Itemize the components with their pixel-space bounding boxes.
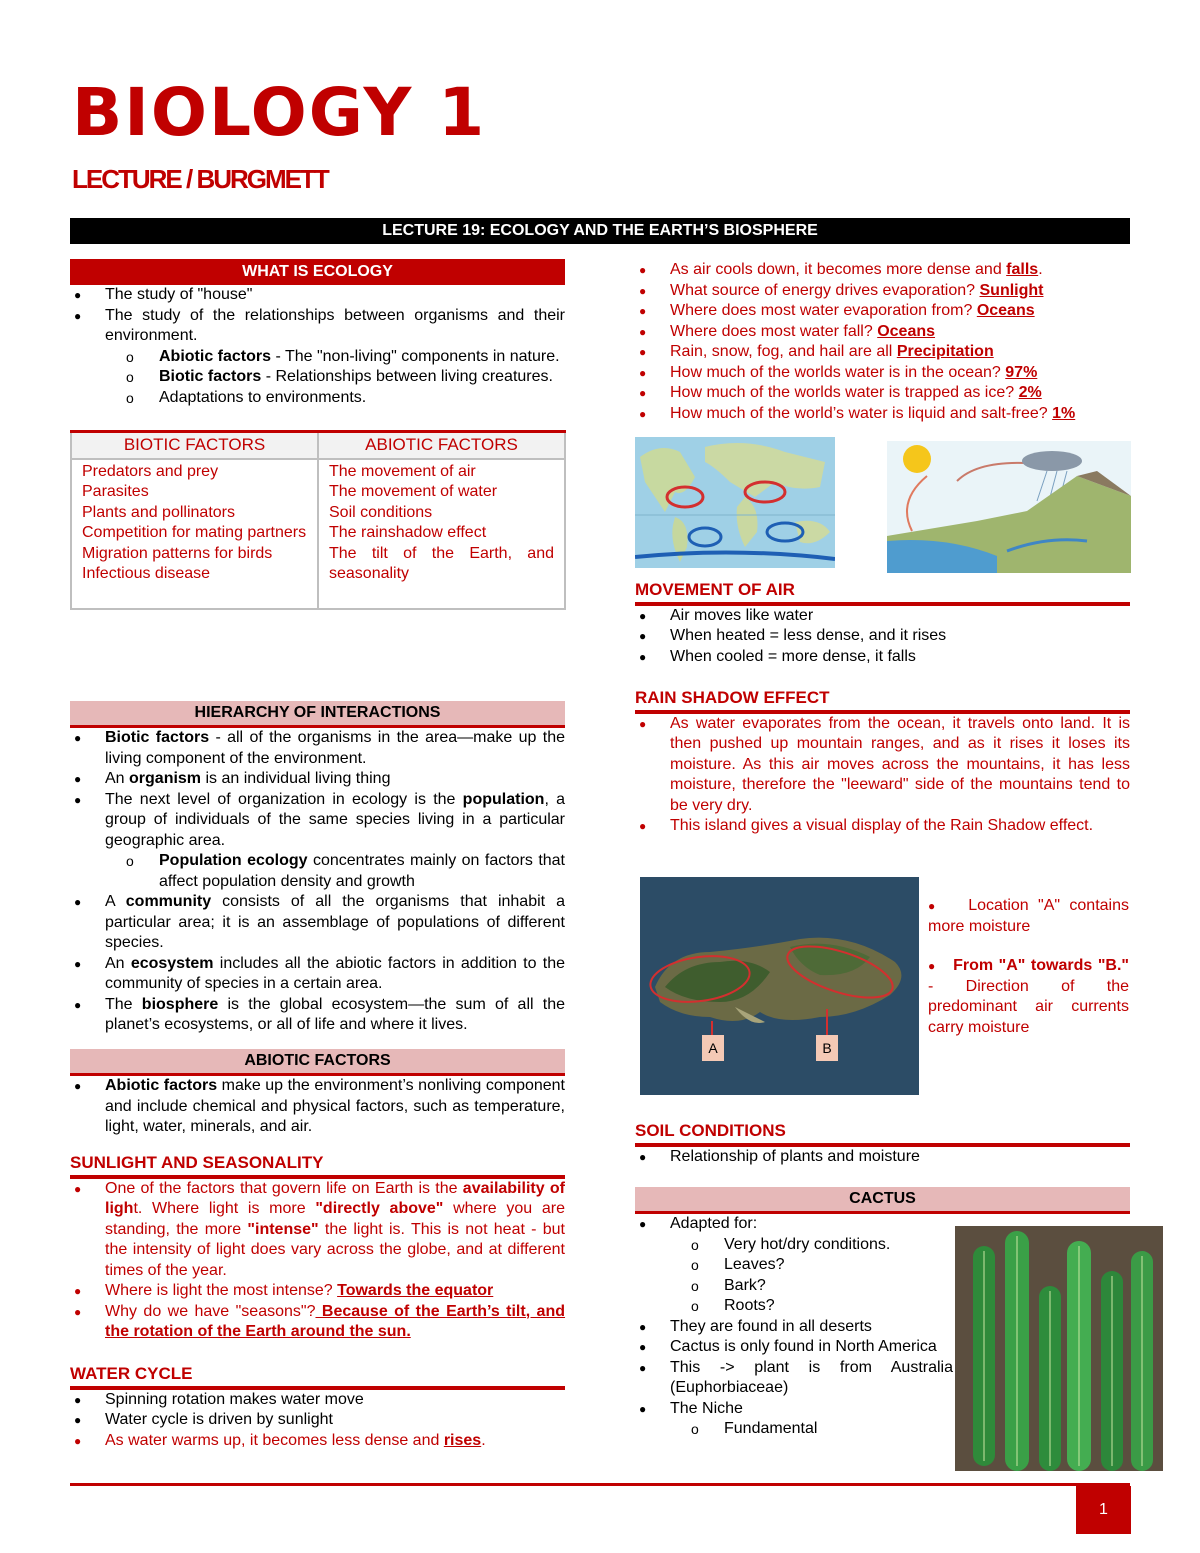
bullet-icon: ● — [74, 1079, 82, 1093]
bullet-icon: ● — [639, 365, 647, 380]
bullet-icon: ● — [639, 1217, 647, 1231]
hierarchy-section — [70, 701, 565, 1036]
bullet-icon: ● — [74, 956, 82, 971]
list-item: ● What source of energy drives evaporation? Sunlight — [635, 281, 1130, 302]
list-item: o Leaves? — [635, 1255, 953, 1276]
bullet-icon: ● — [74, 895, 82, 909]
list-item: ● This -> plant is from Australia (Euphorbiaceae) — [639, 1358, 953, 1396]
note-location-a: ● Location "A" contains more moisture — [928, 897, 1129, 935]
list-item: ● Biotic factors - all of the organisms in the area—make up the living component of the environment. — [74, 729, 565, 767]
bullet-icon: ● — [74, 308, 82, 323]
list-item: o Adaptations to environments. — [70, 388, 565, 409]
bullet-icon: ● — [639, 283, 647, 298]
bullet-icon: ● — [639, 324, 647, 339]
bullet-icon: ● — [639, 345, 647, 359]
sub-bullet-icon: o — [691, 1298, 699, 1314]
list-item: o Bark? — [635, 1276, 953, 1297]
list-item: ● Air moves like water — [635, 606, 1130, 627]
bullet-icon: ● — [928, 899, 941, 913]
bullet-icon: ● — [639, 304, 647, 318]
bullet-icon: ● — [639, 386, 647, 400]
abiotic-heading: ABIOTIC FACTORS — [70, 1049, 565, 1076]
bullet-icon: ● — [639, 1360, 647, 1375]
abiotic-section — [70, 1049, 565, 1138]
list-item: ● The biosphere is the global ecosystem—the sum of all the planet’s ecosystems, or all of life and where it lives. — [74, 995, 566, 1033]
island-satellite-image — [640, 877, 919, 1095]
bullet-icon: ● — [639, 629, 647, 643]
bullet-icon: ● — [74, 731, 82, 745]
water-cycle-image — [887, 441, 1131, 573]
biotic-header: BIOTIC FACTORS — [71, 432, 318, 459]
list-item: o Roots? — [635, 1296, 953, 1317]
list-item: ● They are found in all deserts — [635, 1317, 953, 1338]
bullet-icon: ● — [74, 1181, 82, 1196]
list-item: ● Where does most water fall? Oceans — [635, 322, 1130, 343]
bullet-icon: ● — [74, 1413, 82, 1427]
list-item: o Fundamental — [635, 1419, 953, 1440]
rain-shadow-section — [635, 688, 1130, 837]
what-is-ecology-heading: WHAT IS ECOLOGY — [70, 259, 565, 285]
abiotic-header: ABIOTIC FACTORS — [318, 432, 565, 459]
list-item: ● The Niche — [635, 1399, 953, 1420]
list-item: ● Rain, snow, fog, and hail are all Precipitation — [635, 342, 1130, 363]
document-title: BIOLOGY 1 — [72, 74, 487, 151]
bullet-icon: ● — [639, 1401, 647, 1416]
left-column — [70, 259, 565, 610]
list-item: ● Cactus is only found in North America — [635, 1337, 953, 1358]
rain-shadow-heading: RAIN SHADOW EFFECT — [635, 688, 1130, 714]
water-cycle-heading: WATER CYCLE — [70, 1364, 565, 1390]
bullet-icon: ● — [928, 959, 937, 973]
list-item: ● Why do we have "seasons"? Because of the Earth’s tilt, and the rotation of the Earth around the sun. — [74, 1302, 566, 1340]
water-questions — [635, 260, 1130, 424]
list-item: ● The study of the relationships between organisms and their environment. — [74, 306, 565, 344]
list-item: ● A community consists of all the organisms that inhabit a particular area; it is an assemblage of populations of different species. — [74, 893, 565, 951]
marker-a-label: A — [708, 1040, 718, 1056]
sub-bullet-icon: o — [126, 369, 134, 385]
bullet-icon: ● — [639, 1149, 647, 1164]
soil-heading: SOIL CONDITIONS — [635, 1121, 1130, 1147]
bullet-icon: ● — [639, 649, 647, 664]
list-item: ● Abiotic factors make up the environment’s nonliving component and include chemical and physical factors, such as temperature, light, water, minerals, and air. — [74, 1077, 566, 1135]
bullet-icon: ● — [74, 1433, 82, 1448]
bullet-icon: ● — [639, 1340, 647, 1354]
list-item: ● Relationship of plants and moisture — [635, 1147, 1130, 1168]
bullet-icon: ● — [74, 772, 82, 786]
bullet-icon: ● — [639, 263, 647, 277]
water-cycle-section — [70, 1364, 565, 1451]
list-item: ● This island gives a visual display of the Rain Shadow effect. — [635, 816, 1130, 837]
factors-table — [70, 430, 566, 610]
sub-bullet-icon: o — [691, 1257, 699, 1273]
list-item: ● The next level of organization in ecology is the population, a group of individuals of the same species living in a particular geographic area. — [74, 790, 566, 849]
page-number: 1 — [1076, 1486, 1131, 1534]
hierarchy-heading: HIERARCHY OF INTERACTIONS — [70, 701, 565, 728]
list-item: o Abiotic factors - The "non-living" components in nature. — [70, 347, 565, 368]
list-item: ● Water cycle is driven by sunlight — [70, 1410, 565, 1431]
biotic-cell: Predators and prey Parasites Plants and pollinators Competition for mating partners Migration patterns for birds Infectious disease — [71, 459, 318, 609]
list-item: ● How much of the worlds water is trapped as ice? 2% — [635, 383, 1130, 404]
note-direction: ● From "A" towards "B." - Direction of the predominant air currents carry moisture — [928, 957, 1130, 1036]
list-item: ● Where does most water evaporation from? Oceans — [635, 301, 1130, 322]
list-item: o Population ecology concentrates mainly on factors that affect population density and growth — [126, 852, 565, 890]
cactus-heading: CACTUS — [635, 1187, 1130, 1214]
list-item: ● When heated = less dense, and it rises — [635, 626, 1130, 647]
list-item: ● One of the factors that govern life on Earth is the availability of light. Where light is more "directly above" where you are standing, the more "intense" the light is. This is not heat - but the intensity of light does vary across the globe, and at different times of the year. — [74, 1179, 566, 1279]
bullet-icon: ● — [639, 819, 647, 833]
list-item: ● Spinning rotation makes water move — [70, 1390, 565, 1411]
list-item: ● The study of "house" — [70, 285, 565, 306]
sub-bullet-icon: o — [126, 348, 134, 365]
movement-of-air-section — [635, 580, 1130, 667]
sub-bullet-icon: o — [691, 1236, 699, 1253]
bullet-icon: ● — [74, 997, 82, 1012]
footer-divider — [70, 1483, 1130, 1486]
sub-bullet-icon: o — [126, 853, 134, 869]
movement-of-air-heading: MOVEMENT OF AIR — [635, 580, 1130, 606]
list-item: ● Where is light the most intense? Towards the equator — [70, 1281, 565, 1302]
ecology-list — [70, 285, 565, 408]
marker-b-label: B — [822, 1040, 832, 1056]
bullet-icon: ● — [639, 716, 647, 731]
lecture-title-bar: LECTURE 19: ECOLOGY AND THE EARTH’S BIOSPHERE — [70, 218, 1130, 244]
document-subtitle: LECTURE / BURGMETT — [72, 164, 328, 194]
list-item: ● As water warms up, it becomes less dense and rises. — [70, 1431, 565, 1452]
sunlight-section — [70, 1153, 565, 1343]
list-item: ● An organism is an individual living thing — [70, 769, 565, 790]
abiotic-cell: The movement of air The movement of water Soil conditions The rainshadow effect The tilt of the Earth, and seasonality — [318, 459, 565, 609]
list-item: ● As water evaporates from the ocean, it travels onto land. It is then pushed up mountain ranges, and as it rises it loses its moisture. As this air moves across the mountains, it has less moisture, therefore the "leeward" side of the mountains tend to be very dry. — [639, 714, 1130, 814]
bullet-icon: ● — [639, 406, 647, 421]
list-item: ● How much of the worlds water is in the ocean? 97% — [635, 363, 1130, 384]
list-item: o Biotic factors - Relationships between living creatures. — [70, 367, 565, 388]
sub-bullet-icon: o — [691, 1277, 699, 1294]
list-item: o Very hot/dry conditions. — [635, 1235, 953, 1256]
ocean-currents-image — [635, 437, 835, 568]
sunlight-heading: SUNLIGHT AND SEASONALITY — [70, 1153, 565, 1179]
bullet-icon: ● — [74, 288, 82, 302]
list-item: ● When cooled = more dense, it falls — [635, 647, 1130, 668]
bullet-icon: ● — [74, 792, 82, 807]
list-item: ● An ecosystem includes all the abiotic factors in addition to the community of species in a certain area. — [74, 954, 566, 992]
list-item: ● Adapted for: — [635, 1214, 953, 1235]
sub-bullet-icon: o — [691, 1421, 699, 1437]
bullet-icon: ● — [74, 1304, 82, 1319]
bullet-icon: ● — [639, 1319, 647, 1334]
sub-bullet-icon: o — [126, 389, 134, 406]
cactus-image — [955, 1226, 1163, 1471]
list-item: ● As air cools down, it becomes more dense and falls. — [635, 260, 1130, 281]
island-notes — [928, 896, 1129, 1038]
list-item: ● How much of the world’s water is liquid and salt-free? 1% — [635, 404, 1130, 425]
bullet-icon: ● — [74, 1284, 82, 1298]
soil-section — [635, 1121, 1130, 1167]
bullet-icon: ● — [74, 1392, 82, 1407]
bullet-icon: ● — [639, 608, 647, 623]
